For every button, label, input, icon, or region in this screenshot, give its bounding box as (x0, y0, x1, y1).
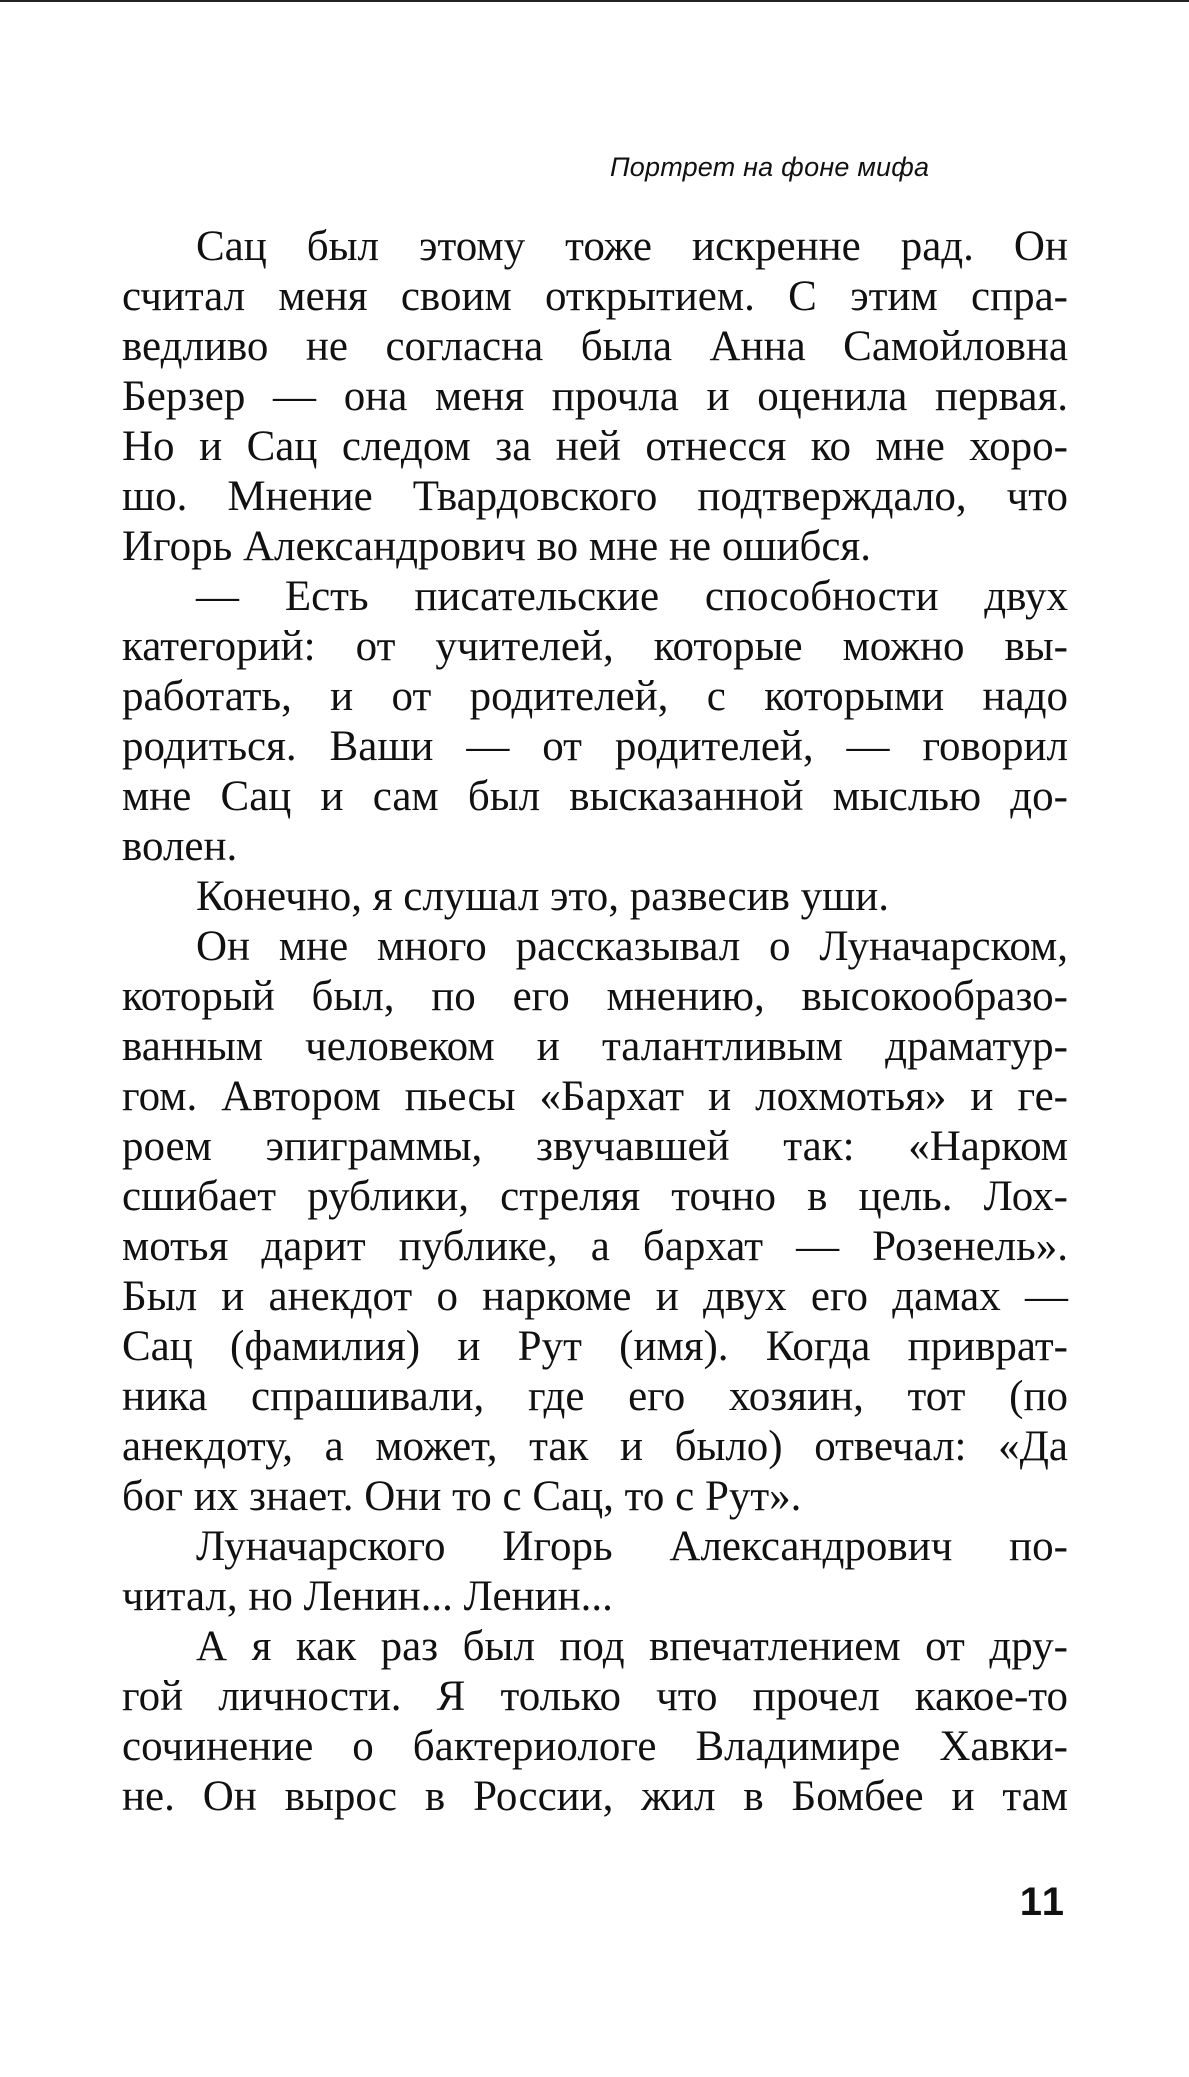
text-line: Он мне много рассказывал о Луначарском, (196, 923, 1068, 970)
text-line: сшибает рублики, стреляя точно в цель. Лох- (122, 1173, 1068, 1220)
text-line: категорий: от учителей, которые можно вы- (122, 623, 1068, 670)
text-line: мне Сац и сам был высказанной мыслью до- (122, 773, 1068, 820)
text-line: бог их знает. Они то с Сац, то с Рут». (122, 1473, 802, 1520)
text-line: считал меня своим открытием. С этим спра- (122, 273, 1068, 320)
body-text (122, 222, 1068, 1822)
text-line: сочинение о бактериологе Владимире Хавки- (122, 1723, 1068, 1770)
top-edge-rule (0, 0, 1189, 2)
text-line: не. Он вырос в России, жил в Бомбее и там (122, 1773, 1068, 1820)
page-number: 11 (1019, 1880, 1066, 1924)
text-line: Игорь Александрович во мне не ошибся. (122, 523, 871, 570)
text-line: роем эпиграммы, звучавшей так: «Нарком (122, 1123, 1068, 1170)
text-line: работать, и от родителей, с которыми надо (122, 673, 1068, 720)
text-line: волен. (122, 823, 238, 870)
text-line: Луначарского Игорь Александрович по- (196, 1523, 1068, 1570)
text-line: Сац (фамилия) и Рут (имя). Когда приврат- (122, 1323, 1068, 1370)
text-line: Конечно, я слушал это, развесив уши. (196, 873, 890, 920)
text-line: читал, но Ленин... Ленин... (122, 1573, 613, 1620)
text-line: который был, по его мнению, высокообразо- (122, 973, 1068, 1020)
text-line: Был и анекдот о наркоме и двух его дамах — (122, 1273, 1068, 1320)
text-line: мотья дарит публике, а бархат — Розенель». (122, 1223, 1068, 1270)
text-line: ника спрашивали, где его хозяин, тот (по (122, 1373, 1068, 1420)
text-line: гом. Автором пьесы «Бархат и лохмотья» и ге- (122, 1073, 1068, 1120)
text-line: Сац был этому тоже искренне рад. Он (196, 223, 1068, 270)
running-title: Портрет на фоне мифа (610, 152, 930, 182)
text-line: анекдоту, а может, так и было) отвечал: «Да (122, 1423, 1068, 1470)
text-line: родиться. Ваши — от родителей, — говорил (122, 723, 1068, 770)
text-line: — Есть писательские способности двух (196, 573, 1068, 620)
text-line: А я как раз был под впечатлением от дру- (196, 1623, 1068, 1670)
text-line: Но и Сац следом за ней отнесся ко мне хоро- (122, 423, 1068, 470)
text-line: гой личности. Я только что прочел какое-то (122, 1673, 1068, 1720)
text-line: шо. Мнение Твардовского подтверждало, что (122, 473, 1068, 520)
text-line: Берзер — она меня прочла и оценила первая. (122, 373, 1068, 420)
text-line: ведливо не согласна была Анна Самойловна (122, 323, 1068, 370)
text-line: ванным человеком и талантливым драматур- (122, 1023, 1068, 1070)
